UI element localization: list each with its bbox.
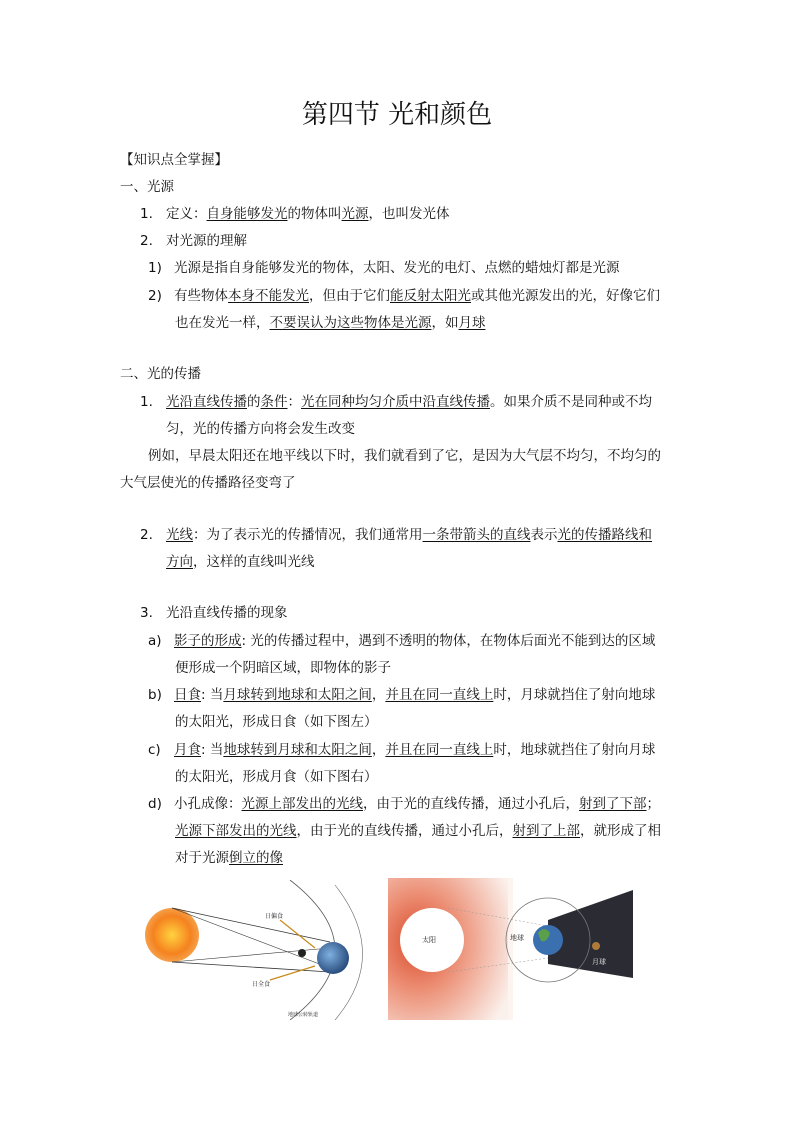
- sec2-item-c: c) 月食: 当地球转到月球和太阳之间，并且在同一直线上时，地球就挡住了射向月球: [148, 742, 656, 758]
- sec2-item-b: b) 日食: 当月球转到地球和太阳之间，并且在同一直线上时，月球就挡住了射向地球: [148, 687, 656, 703]
- label-orbit: 地球公转轨道: [288, 1012, 319, 1018]
- sun-icon: [145, 908, 199, 962]
- sec1-item2: 2. 对光源的理解: [140, 233, 247, 249]
- sec1-sub2: 2) 有些物体本身不能发光，但由于它们能反射太阳光或其他光源发出的光，好像它们: [148, 288, 660, 304]
- moon-icon: [298, 949, 306, 957]
- sec2-item2: 2. 光线：为了表示光的传播情况，我们通常用一条带箭头的直线表示光的传播路线和: [140, 527, 652, 543]
- sec1-sub1: 1) 光源是指自身能够发光的物体，太阳、发光的电灯、点燃的蜡烛灯都是光源: [148, 260, 620, 276]
- sec2-example-line1: 例如，早晨太阳还在地平线以下时，我们就看到了它，是因为大气层不均匀，不均匀的: [148, 448, 661, 464]
- lunar-eclipse-figure: [388, 878, 633, 1020]
- sec2-item-c-line2: 的太阳光，形成月食（如下图右）: [175, 769, 378, 785]
- page-title: 第四节 光和颜色: [301, 100, 493, 130]
- sec2-item-a: a) 影子的形成: 光的传播过程中，遇到不透明的物体，在物体后面光不能到达的区域: [148, 633, 656, 649]
- label-total-eclipse: 日全食: [252, 981, 271, 988]
- label-partial-eclipse: 日偏食: [265, 913, 284, 920]
- section-1-heading: 一、光源: [120, 179, 174, 195]
- knowledge-header: 【知识点全掌握】: [120, 152, 228, 168]
- sec2-item-d: d) 小孔成像：光源上部发出的光线，由于光的直线传播，通过小孔后，射到了下部；: [148, 796, 660, 812]
- sec2-item1-line2: 匀，光的传播方向将会发生改变: [166, 421, 355, 437]
- earth-icon: [317, 942, 349, 974]
- section-2-heading: 二、光的传播: [120, 366, 201, 382]
- sec2-item-d-line3: 对于光源倒立的像: [175, 850, 283, 866]
- label-moon: 月球: [592, 958, 606, 966]
- solar-eclipse-figure: [140, 880, 380, 1020]
- sec2-item3: 3. 光沿直线传播的现象: [140, 605, 288, 621]
- sec2-item2-line2: 方向，这样的直线叫光线: [166, 554, 315, 570]
- sec1-sub2-line2: 也在发光一样，不要误认为这些物体是光源，如月球: [175, 315, 486, 331]
- sec2-example-line2: 大气层使光的传播路径变弯了: [120, 475, 296, 491]
- earth-icon: [533, 925, 563, 955]
- label-sun: 太阳: [422, 936, 436, 944]
- sec1-item1: 1. 定义：自身能够发光的物体叫光源，也叫发光体: [140, 206, 450, 222]
- moon-icon: [592, 942, 600, 950]
- label-earth: 地球: [510, 934, 524, 942]
- sec2-item-d-line2: 光源下部发出的光线，由于光的直线传播，通过小孔后，射到了上部，就形成了相: [175, 823, 661, 839]
- sec2-item-b-line2: 的太阳光，形成日食（如下图左）: [175, 714, 378, 730]
- sec2-item1: 1. 光沿直线传播的条件：光在同种均匀介质中沿直线传播。如果介质不是同种或不均: [140, 394, 652, 410]
- sec2-item-a-line2: 便形成一个阴暗区域，即物体的影子: [175, 660, 391, 676]
